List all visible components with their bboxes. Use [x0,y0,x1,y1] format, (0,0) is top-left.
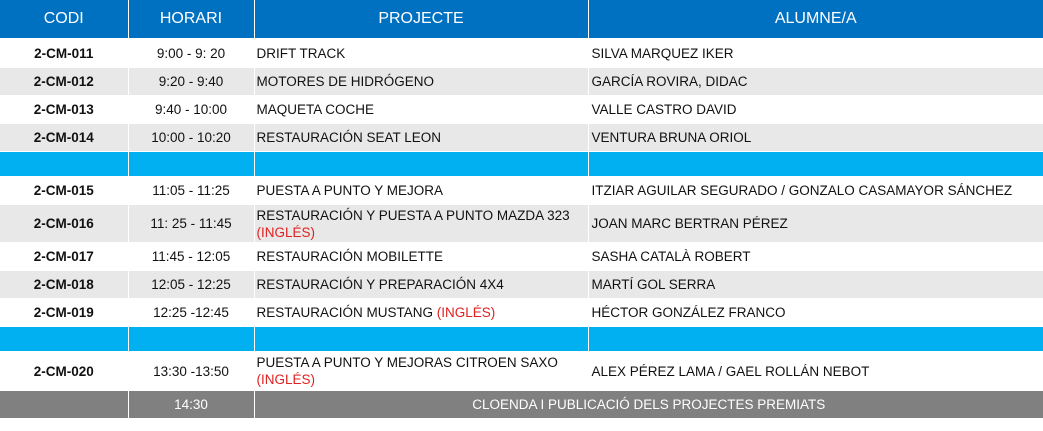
table-row [0,271,1043,299]
row-project [254,205,588,243]
row-code: 2-CM-014 [0,124,128,152]
row-code: 2-CM-011 [0,40,128,68]
row-time: 9:40 - 10:00 [128,96,254,124]
project-title: PUESTA A PUNTO Y MEJORAS CITROEN SAXO [256,355,558,370]
project-title: DRIFT TRACK [256,46,346,61]
row-student: JOAN MARC BERTRAN PÉREZ [588,205,1043,243]
table-row [0,299,1043,327]
row-code: 2-CM-013 [0,96,128,124]
row-time: 10:00 - 10:20 [128,124,254,152]
project-title: RESTAURACIÓN SEAT LEON [256,130,442,145]
header-codi: CODI [0,0,128,38]
table-row [0,40,1043,68]
row-time: 11: 25 - 11:45 [128,205,254,243]
row-project [254,299,588,327]
header-row [0,0,1043,38]
header-projecte: PROJECTE [254,0,588,38]
row-time: 9:20 - 9:40 [128,68,254,96]
language-note: (INGLÉS) [256,224,316,240]
table-row [0,352,1043,391]
row-student: SASHA CATALÀ ROBERT [588,243,1043,271]
row-code: 2-CM-016 [0,205,128,243]
break-row [0,152,1043,177]
break-row [0,327,1043,352]
row-time: 12:25 -12:45 [128,299,254,327]
row-code: 2-CM-019 [0,299,128,327]
row-student: MARTÍ GOL SERRA [588,271,1043,299]
row-time: 11:45 - 12:05 [128,243,254,271]
language-note: (INGLÉS) [436,305,496,320]
row-code: 2-CM-018 [0,271,128,299]
row-time: 13:30 -13:50 [128,352,254,391]
project-title: RESTAURACIÓN MOBILETTE [256,249,444,264]
row-student: VALLE CASTRO DAVID [588,96,1043,124]
row-project [254,68,588,96]
project-title: RESTAURACIÓN Y PREPARACIÓN 4X4 [256,277,504,292]
row-code: 2-CM-012 [0,68,128,96]
row-student: GARCÍA ROVIRA, DIDAC [588,68,1043,96]
table-row [0,243,1043,271]
table-row [0,96,1043,124]
row-project [254,243,588,271]
row-project [254,177,588,205]
row-time: 12:05 - 12:25 [128,271,254,299]
table-row [0,205,1043,243]
row-project [254,271,588,299]
row-project [254,40,588,68]
row-code: 2-CM-015 [0,177,128,205]
row-project [254,352,588,391]
row-student: VENTURA BRUNA ORIOL [588,124,1043,152]
table-row [0,177,1043,205]
row-student: SILVA MARQUEZ IKER [588,40,1043,68]
row-project [254,124,588,152]
footer-time: 14:30 [128,391,254,419]
row-student: HÉCTOR GONZÁLEZ FRANCO [588,299,1043,327]
table-row [0,124,1043,152]
row-project [254,96,588,124]
language-note: (INGLÉS) [256,372,316,387]
header-alumne: ALUMNE/A [588,0,1043,38]
row-time: 9:00 - 9: 20 [128,40,254,68]
project-title: RESTAURACIÓN MUSTANG [256,305,434,320]
project-title: MAQUETA COCHE [256,102,375,117]
project-title: RESTAURACIÓN Y PUESTA A PUNTO MAZDA 323 [256,207,570,223]
row-code: 2-CM-017 [0,243,128,271]
header-horari: HORARI [128,0,254,38]
table-row [0,68,1043,96]
footer-text: CLOENDA I PUBLICACIÓ DELS PROJECTES PREMIATS [254,391,1043,419]
row-student: ALEX PÉREZ LAMA / GAEL ROLLÁN NEBOT [588,352,1043,391]
footer-row [0,391,1043,419]
row-student: ITZIAR AGUILAR SEGURADO / GONZALO CASAMAYOR SÁNCHEZ [588,177,1043,205]
row-code: 2-CM-020 [0,352,128,391]
row-time: 11:05 - 11:25 [128,177,254,205]
project-title: MOTORES DE HIDRÓGENO [256,74,435,89]
project-title: PUESTA A PUNTO Y MEJORA [256,183,444,198]
